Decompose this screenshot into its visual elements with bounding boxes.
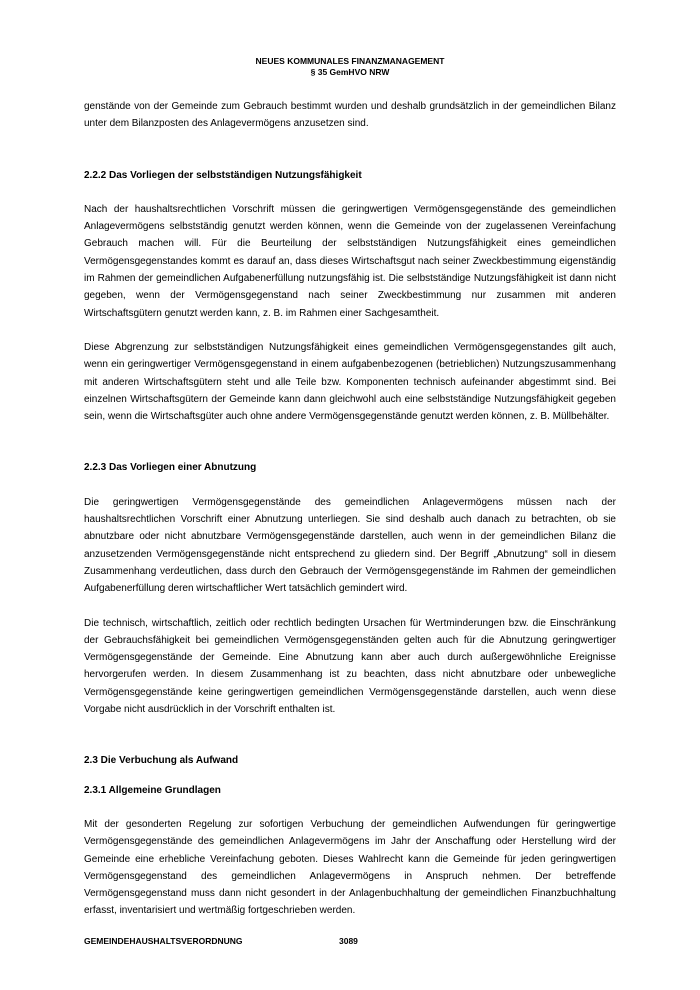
paragraph: Die technisch, wirtschaftlich, zeitlich oder rechtlich bedingten Ursachen für Wertminderungen bzw. die Einschränkung der Gebrauchsfähigkeit bei gemeindlichen Vermögensgegenständen gelten auch für die Abnutzung geringwertiger Vermögensgegenstände der Gemeinde. Eine Abnutzung kann aber auch durch außergewöhnliche Ereignisse hervorgerufen werden. In diesem Zusammenhang ist zu beachten, dass nicht abnutzbare oder unbewegliche Vermögensgegenstände keine geringwertigen gemeindlichen Vermögensgegenstände darstellen, auch wenn diese Vorgabe nicht ausdrücklich in der Vorschrift enthalten ist. bbox=[84, 617, 616, 716]
section-heading-2-2-2: 2.2.2 Das Vorliegen der selbstständigen Nutzungsfähigkeit bbox=[84, 169, 362, 181]
page-content bbox=[84, 98, 616, 920]
header-subtitle: § 35 GemHVO NRW bbox=[310, 67, 390, 77]
intro-paragraph: genstände von der Gemeinde zum Gebrauch bestimmt wurden und deshalb grundsätzlich in der gemeindlichen Bilanz unter dem Bilanzposten des Anlagevermögens anzusetzen sind. bbox=[84, 101, 616, 130]
section-heading-2-3-1: 2.3.1 Allgemeine Grundlagen bbox=[84, 784, 221, 796]
section-heading-2-3: 2.3 Die Verbuchung als Aufwand bbox=[84, 755, 239, 767]
paragraph: Nach der haushaltsrechtlichen Vorschrift müssen die geringwertigen Vermögensgegenstände des gemeindlichen Anlagevermögens selbstständig genutzt werden können, wenn die Gemeinde von der zugelassenen Vereinfachung Gebrauch machen will. Für die Beurteilung der selbstständigen Nutzungsfähigkeit eines gemeindlichen Vermögensgegenstandes kommt es darauf an, dass dieses Wirtschaftsgut nach seiner Zweckbestimmung eigenständig im Rahmen der gemeindlichen Aufgabenerfüllung nutzungsfähig ist. Die selbstständige Nutzungsfähigkeit ist dann nicht gegeben, wenn der Vermögensgegenstand nach seiner Zweckbestimmung nur zusammen mit anderen Wirtschaftsgütern genutzt werden kann, z. B. im Rahmen einer Sachgesamtheit. bbox=[84, 203, 616, 319]
footer-title: GEMEINDEHAUSHALTSVERORDNUNG bbox=[84, 936, 243, 946]
paragraph: Mit der gesonderten Regelung zur sofortigen Verbuchung der gemeindlichen Aufwendungen für geringwertige Vermögensgegenstände des gemeindlichen Anlagevermögens im Jahr der Anschaffung oder Herstellung wird der Gemeinde eine erhebliche Vereinfachung geboten. Dieses Wahlrecht kann die Gemeinde für jeden geringwertigen Vermögensgegenstand des gemeindlichen Anlagevermögens in Anspruch nehmen. Der betreffende Vermögensgegenstand muss dann nicht gesondert in der Anlagenbuchhaltung der gemeindlichen Finanzbuchhaltung erfasst, inventarisiert und wertmäßig fortgeschrieben werden. bbox=[84, 818, 616, 917]
paragraph: Diese Abgrenzung zur selbstständigen Nutzungsfähigkeit eines gemeindlichen Vermögensgegenstandes gilt auch, wenn ein geringwertiger Vermögensgegenstand in einem aufgabenbezogenen (betrieblichen) Nutzungszusammenhang mit anderen Wirtschaftsgütern steht und alle Teile bzw. Komponenten technisch aufeinander abgestimmt sind. Bei einzelnen Wirtschaftsgütern der Gemeinde kann dann gleichwohl auch eine selbstständige Nutzungsfähigkeit gegeben sein, wenn die Wirtschaftsgüter auch ohne andere Vermögensgegenstände genutzt werden können, z. B. Müllbehälter. bbox=[84, 341, 616, 423]
header-title: NEUES KOMMUNALES FINANZMANAGEMENT bbox=[255, 56, 445, 66]
paragraph: Die geringwertigen Vermögensgegenstände des gemeindlichen Anlagevermögens müssen nach der haushaltsrechtlichen Vorschrift einer Abnutzung unterliegen. Sie sind deshalb auch danach zu betrachten, ob sie abnutzbare oder nicht abnutzbare Vermögensgegenstände darstellen, auch wenn in der gemeindlichen Bilanz die anzusetzenden Vermögensgegenstände nicht entsprechend zu gliedern sind. Der Begriff „Abnutzung“ soll in diesem Zusammenhang verdeutlichen, dass durch den Gebrauch der Vermögensgegenstände im Rahmen der gemeindlichen Aufgabenerfüllung deren wirtschaftlicher Wert tatsächlich gemindert wird. bbox=[84, 496, 616, 595]
section-heading-2-2-3: 2.2.3 Das Vorliegen einer Abnutzung bbox=[84, 462, 257, 474]
page-number: 3089 bbox=[339, 936, 358, 946]
page-header bbox=[0, 56, 700, 78]
